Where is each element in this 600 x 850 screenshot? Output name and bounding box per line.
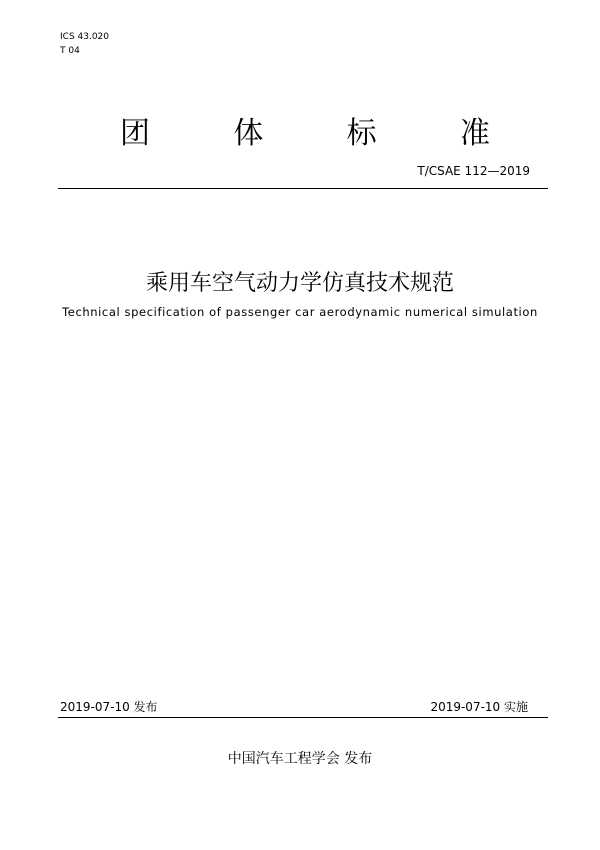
title-char: 准 — [459, 116, 490, 151]
ccs-code: T 04 — [60, 46, 80, 56]
implement-date: 2019-07-10 实施 — [430, 700, 528, 714]
document-type-title — [120, 108, 490, 152]
title-chinese: 乘用车空气动力学仿真技术规范 — [145, 271, 454, 296]
title-char: 团 — [120, 116, 150, 151]
ics-code: ICS 43.020 — [60, 32, 110, 42]
standard-number: T/CSAE 112—2019 — [417, 164, 530, 178]
top-divider — [58, 188, 548, 189]
title-english: Technical specification of passenger car aerodynamic numerical simulation — [62, 305, 538, 319]
bottom-divider — [58, 717, 548, 718]
title-char: 体 — [233, 116, 264, 151]
publisher: 中国汽车工程学会 发布 — [227, 751, 373, 767]
title-char: 标 — [346, 116, 377, 151]
release-date: 2019-07-10 发布 — [60, 700, 158, 714]
classification — [60, 30, 109, 58]
